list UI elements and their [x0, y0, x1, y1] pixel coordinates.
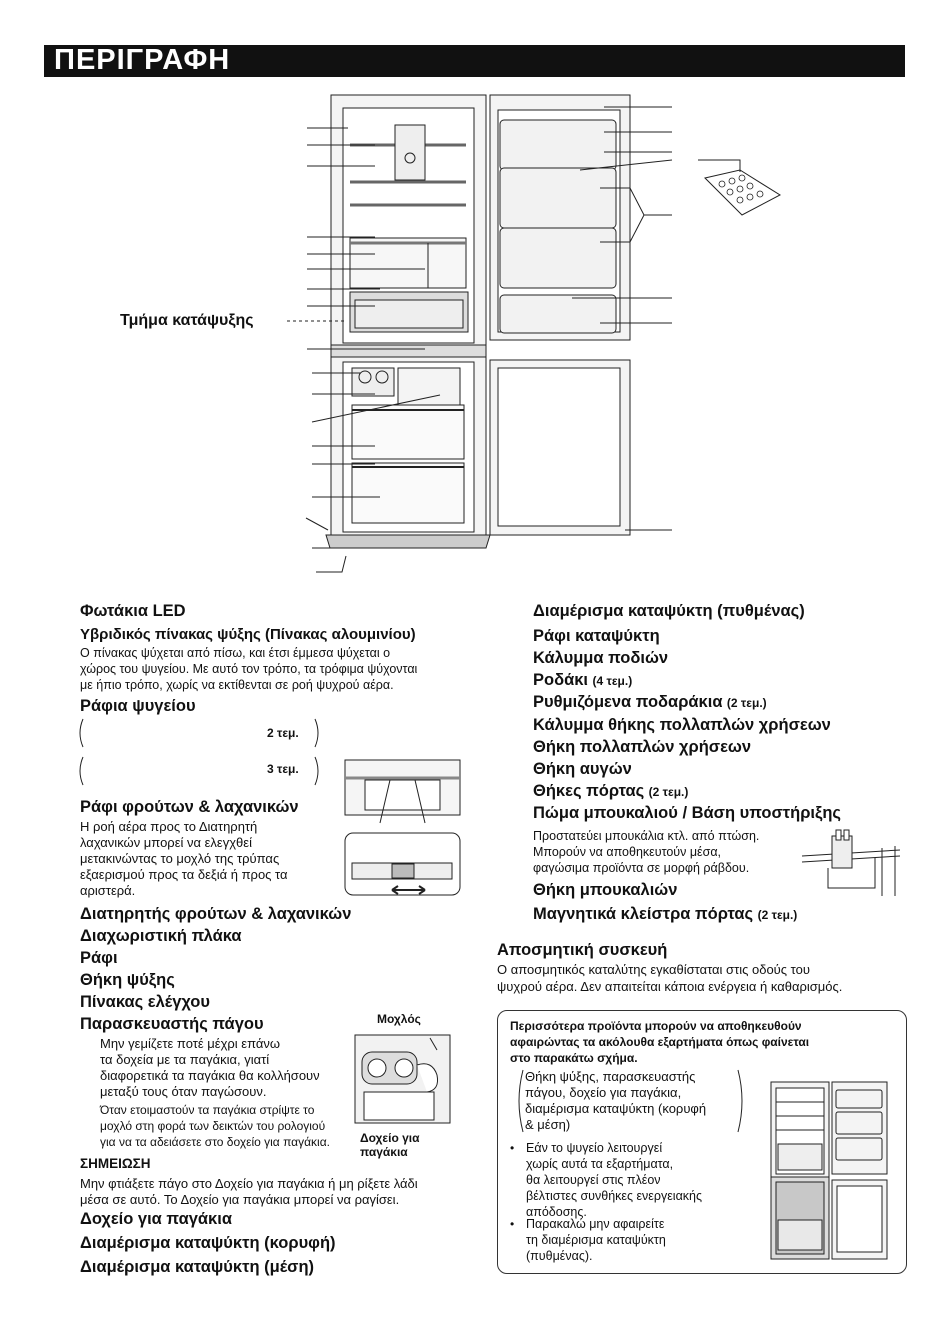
veg-desc-5: αριστερά.: [80, 883, 136, 898]
bullet-1-line-5: απόδοσης.: [526, 1205, 587, 1219]
ice-box-label-line1: Δοχείο για: [360, 1131, 420, 1145]
deodorizer-title: Αποσμητική συσκευή: [497, 941, 668, 959]
fridge-shelves-title: Ράφια ψυγείου: [80, 697, 196, 715]
item-freezer-middle: Διαμέρισμα καταψύκτη (μέση): [80, 1258, 315, 1276]
parts-line-1: Θήκη ψύξης, παρασκευαστής: [525, 1069, 696, 1084]
note-line-2: μέσα σε αυτό. Το Δοχείο για παγάκια μπορεί να ραγίσει.: [80, 1192, 400, 1207]
bullet-1-line-1: Εάν το ψυγείο λειτουργεί: [526, 1141, 663, 1155]
item-freezer-top: Διαμέρισμα καταψύκτη (κορυφή): [80, 1234, 336, 1252]
item-adjustable-feet: [533, 693, 767, 712]
door-pockets-count: (2 τεμ.): [648, 785, 689, 799]
ice-box-label-line2: παγάκια: [360, 1145, 408, 1159]
ice-box-label: [360, 1131, 420, 1159]
hybrid-desc-2: χώρος του ψυγείου. Με αυτό τον τρόπο, τα τρόφιμα ψύχονται: [80, 662, 418, 676]
bottle-desc-3: φαγώσιμα προϊόντα σε μορφή ράβδου.: [533, 861, 750, 875]
ice-desc-4: μεταξύ τους όταν παγώσουν.: [100, 1084, 267, 1099]
veg-shelf-title: Ράφι φρούτων & λαχανικών: [80, 798, 299, 816]
item-bottle-cap: Πώμα μπουκαλιού / Βάση υποστήριξης: [533, 804, 842, 822]
veg-desc-3: μετακινώντας το μοχλό της τρύπας: [80, 851, 280, 866]
info-title-2: αφαιρώντας τα ακόλουθα εξαρτήματα όπως φαίνεται: [510, 1035, 810, 1049]
item-shelf: Ράφι: [80, 949, 118, 967]
item-door-pockets: [533, 782, 688, 801]
freezer-section-label: Τμήμα κατάψυξης: [120, 312, 254, 329]
bullet-1: [526, 1140, 702, 1220]
item-ice-box: Δοχείο για παγάκια: [80, 1210, 232, 1228]
ice-desc-7: για να τα αδειάσετε στο δοχείο για παγάκια.: [100, 1135, 330, 1149]
info-title-3: στο παρακάτω σχήμα.: [510, 1051, 638, 1065]
ice-maker-illustration: [352, 1030, 457, 1130]
bottle-desc-2: Μπορούν να αποθηκευτούν μέσα,: [533, 845, 722, 859]
vent-lever-illustration: [340, 758, 465, 903]
ice-desc-6: μοχλό στη φορά των δεικτών του ρολογιού: [100, 1119, 326, 1133]
ice-desc-1: Μην γεμίζετε ποτέ μέχρι επάνω: [100, 1036, 281, 1051]
wheels-count: (4 τεμ.): [592, 674, 633, 688]
hybrid-desc-3: με ήπιο τρόπο, χωρίς να εκτίθενται σε ροή ψυχρού αέρα.: [80, 678, 394, 692]
adjustable-feet-label: Ρυθμιζόμενα ποδαράκια: [533, 693, 723, 711]
bottle-desc-1: Προστατεύει μπουκάλια κτλ. από πτώση.: [533, 829, 760, 843]
fridge-diagram: [0, 0, 950, 590]
parts-line-2: πάγου, δοχείο για παγάκια,: [525, 1085, 682, 1100]
bottle-holder-illustration: [800, 828, 905, 898]
veg-desc-1: Η ροή αέρα προς το Διατηρητή: [80, 819, 258, 834]
hybrid-title: Υβριδικός πίνακας ψύξης (Πίνακας αλουμινίου): [80, 626, 416, 643]
veg-desc-2: λαχανικών μπορεί να ελεγχθεί: [80, 835, 252, 850]
hybrid-desc-1: Ο πίνακας ψύχεται από πίσω, και έτσι έμμεσα ψύχεται ο: [80, 646, 391, 660]
deodorizer-desc-2: ψυχρού αέρα. Δεν απαιτείται κάποια ενέργεια ή καθαρισμός.: [497, 979, 843, 994]
bullet-1-line-2: χωρίς αυτά τα εξαρτήματα,: [526, 1157, 674, 1171]
bullet-1-dot: •: [510, 1141, 515, 1155]
item-freezer-shelf: Ράφι καταψύκτη: [533, 627, 660, 645]
item-veg-keeper: Διατηρητής φρούτων & λαχανικών: [80, 905, 352, 923]
ice-desc-2: τα δοχεία με τα παγάκια, γιατί: [100, 1052, 270, 1067]
item-egg-case: Θήκη αυγών: [533, 760, 632, 778]
item-divider: Διαχωριστική πλάκα: [80, 927, 242, 945]
bullet-2-line-1: Παρακαλώ μην αφαιρείτε: [526, 1217, 665, 1231]
veg-desc-4: εξαερισμού προς τα δεξιά ή προς τα: [80, 867, 288, 882]
bullet-2: [526, 1216, 666, 1264]
info-title-1: Περισσότερα προϊόντα μπορούν να αποθηκευθούν: [510, 1019, 802, 1033]
item-cooling-case: Θήκη ψύξης: [80, 971, 175, 989]
bullet-2-line-2: τη διαμέρισμα καταψύκτη: [526, 1233, 666, 1247]
wheels-label: Ροδάκι: [533, 671, 589, 689]
bullet-2-dot: •: [510, 1217, 515, 1231]
parts-line-3: διαμέρισμα καταψύκτη (κορυφή: [525, 1101, 707, 1116]
item-bottle-case: Θήκη μπουκαλιών: [533, 881, 678, 899]
ice-desc-3: διαφορετικά τα παγάκια θα κολλήσουν: [100, 1068, 320, 1083]
lever-label: Μοχλός: [377, 1012, 421, 1026]
shelves-count-2: 3 τεμ.: [267, 762, 299, 776]
shelves-count-1: 2 τεμ.: [267, 726, 299, 740]
item-multi-cover: Κάλυμμα θήκης πολλαπλών χρήσεων: [533, 716, 831, 734]
led-label: Φωτάκια LED: [80, 602, 186, 620]
item-wheels: [533, 671, 632, 690]
note-title: ΣΗΜΕΙΩΣΗ: [80, 1156, 151, 1171]
adjustable-feet-count: (2 τεμ.): [726, 696, 767, 710]
magnetic-label: Μαγνητικά κλείστρα πόρτας: [533, 905, 754, 923]
note-line-1: Μην φτιάξετε πάγο στο Δοχείο για παγάκια ή μη ρίξετε λάδι: [80, 1176, 418, 1191]
parts-list: [525, 1069, 706, 1133]
bullet-1-line-4: βέλτιστες συνθήκες ενεργειακής: [526, 1189, 703, 1203]
bullet-2-line-3: (πυθμένας).: [526, 1249, 593, 1263]
door-pockets-label: Θήκες πόρτας: [533, 782, 645, 800]
item-magnetic: [533, 905, 797, 924]
page-title: ΠΕΡΙΓΡΑΦΗ: [54, 44, 231, 76]
item-multi-case: Θήκη πολλαπλών χρήσεων: [533, 738, 752, 756]
item-control-panel: Πίνακας ελέγχου: [80, 993, 210, 1011]
item-foot-cover: Κάλυμμα ποδιών: [533, 649, 669, 667]
parts-line-4: & μέση): [525, 1117, 571, 1132]
bullet-1-line-3: θα λειτουργεί στις πλέον: [526, 1173, 661, 1187]
item-ice-maker: Παρασκευαστής πάγου: [80, 1015, 264, 1033]
ice-desc-5: Όταν ετοιμαστούν τα παγάκια στρίψτε το: [100, 1103, 315, 1117]
info-box-title: [510, 1018, 809, 1066]
empty-fridge-illustration: [768, 1080, 893, 1265]
deodorizer-desc-1: Ο αποσμητικός καταλύτης εγκαθίσταται στις οδούς του: [497, 962, 810, 977]
item-freezer-bottom: Διαμέρισμα καταψύκτη (πυθμένας): [533, 602, 805, 620]
magnetic-count: (2 τεμ.): [757, 908, 798, 922]
